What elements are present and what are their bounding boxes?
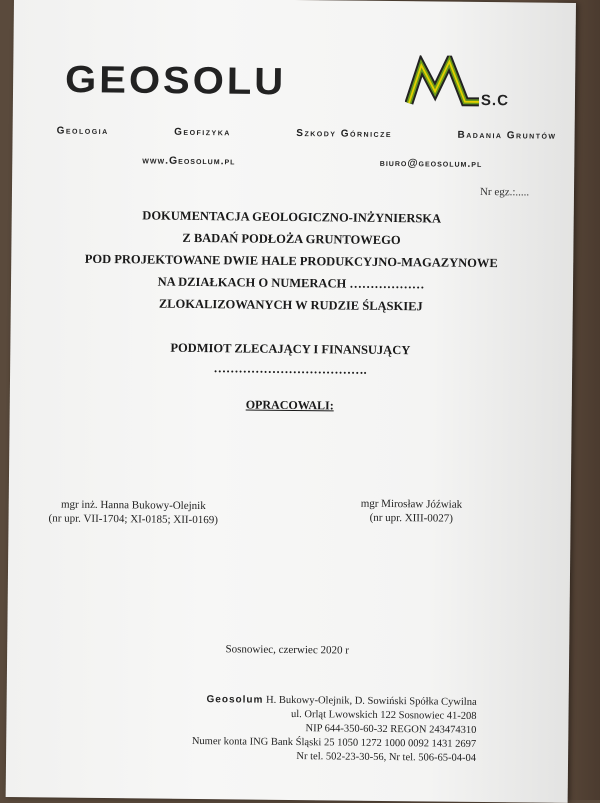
email-text: biuro@geosolum.pl [379,156,483,170]
author-block [48,497,218,527]
document-page [6,0,576,803]
prepared-by-heading: OPRACOWALI: [245,397,334,413]
author-name: mgr inż. Hanna Bukowy-Olejnik [60,498,206,513]
logo-suffix: S.C [480,91,510,110]
service-item: Geologia [56,125,109,138]
title-line: NA DZIAŁKACH O NUMERACH ……………… [157,274,425,292]
service-item: Badania Gruntów [457,129,557,142]
document-title [51,203,532,318]
footer-brand: Geosolum [206,694,264,706]
title-line: DOKUMENTACJA GEOLOGICZNO-INŻYNIERSKA [142,208,442,226]
service-item: Geofizyka [174,126,231,139]
copy-number: Nr egz.:..... [479,185,530,199]
title-line: POD PROJEKTOWANE DWIE HALE PRODUKCYJNO-MAGAZYNOWE [84,251,498,271]
author-name: mgr Mirosław Jóźwiak [360,497,463,511]
author-block [361,497,463,526]
footer-address: ul. Orląt Lwowskich 122 Sosnowiec 41-208 [290,708,477,722]
place-date: Sosnowiec, czerwiec 2020 r [225,643,349,657]
service-item: Szkody Górnicze [296,128,393,141]
footer-account: Numer konta ING Bank Śląski 25 1050 1272 1000 0092 1431 2697 [191,735,477,750]
title-line: ZLOKALIZOWANYCH W RUDZIE ŚLĄSKIEJ [158,296,423,314]
services-row [57,126,557,142]
author-license: (nr upr. XIII-0027) [369,511,454,525]
title-line: Z BADAŃ PODŁOŻA GRUNTOWEGO [182,230,401,248]
author-license: (nr upr. VII-1704; XI-0185; XII-0169) [48,512,218,527]
footer-company: H. Bukowy-Olejnik, D. Sowiński Spółka Cywilna [266,694,477,708]
company-footer [116,692,477,766]
footer-phones: Nr tel. 502-23-30-56, Nr tel. 506-65-04-04 [296,751,477,764]
logo-m-mark [405,55,484,112]
client-placeholder: ………………………………. [213,361,367,377]
website-text: www.Geosolum.pl [142,154,236,168]
logo-wordmark: GEOSOLU [64,58,287,103]
footer-nip-regon: NIP 644-350-60-32 REGON 243474310 [305,723,477,736]
client-heading: PODMIOT ZLECAJĄCY I FINANSUJĄCY [170,340,411,358]
contact-row [142,154,482,170]
